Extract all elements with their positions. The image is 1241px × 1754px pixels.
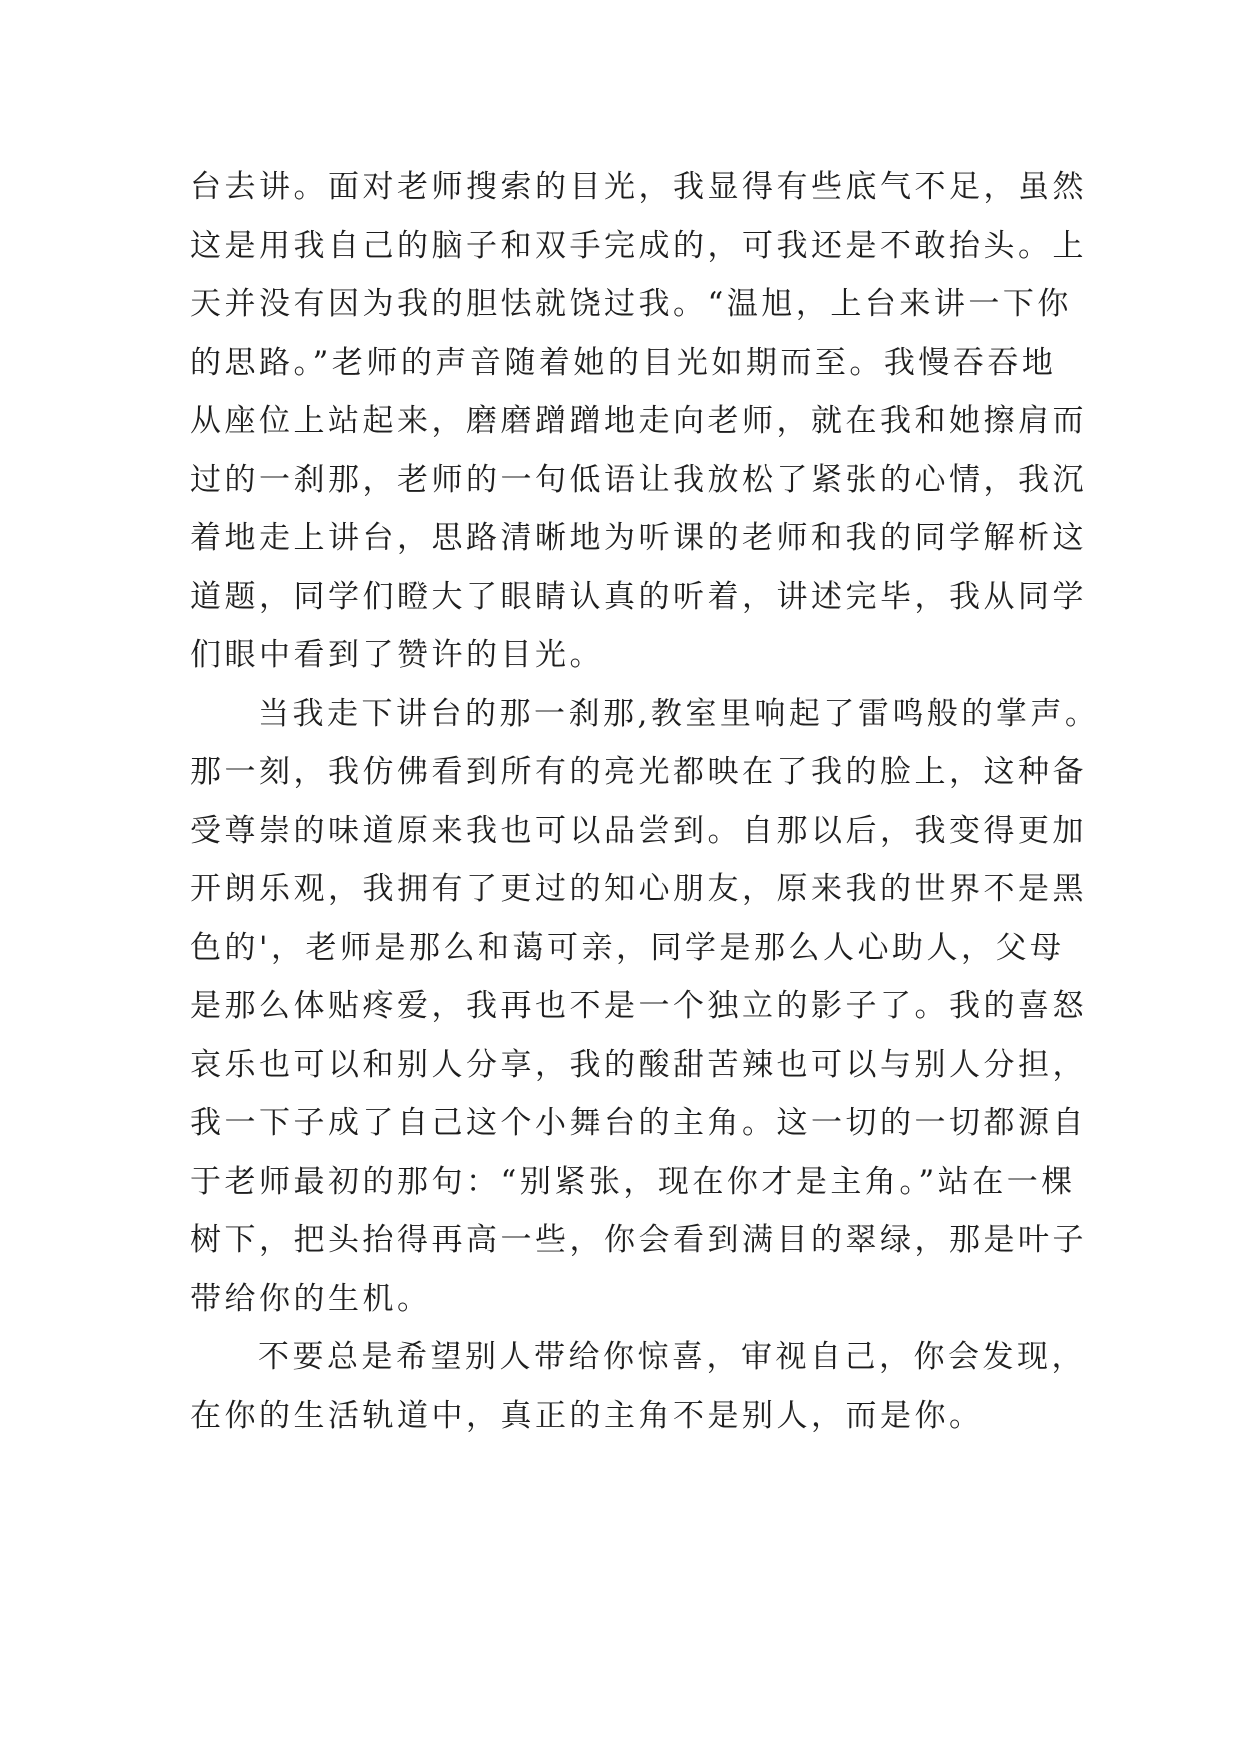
paragraph-1-line-1: 台去讲。面对老师搜索的目光，我显得有些底气不足，虽然 [190, 169, 1087, 205]
paragraph-2-line-11: 带给你的生机。 [190, 1280, 432, 1317]
paragraph-2-line-9: 于老师最初的那句：“别紧张，现在你才是主角。”站在一棵 [190, 1163, 1076, 1200]
paragraph-2-line-1: 当我走下讲台的那一刹那,教室里响起了雷鸣般的掌声。 [258, 695, 1100, 732]
paragraph-2-line-5: 色的'，老师是那么和蔼可亲，同学是那么人心助人，父母 [190, 929, 1065, 966]
paragraph-2-line-4: 开朗乐观，我拥有了更过的知心朋友，原来我的世界不是黑 [190, 871, 1087, 907]
paragraph-3-line-2: 在你的生活轨道中，真正的主角不是别人，而是你。 [190, 1397, 984, 1434]
paragraph-2-line-8: 我一下子成了自己这个小舞台的主角。这一切的一切都源自 [190, 1105, 1087, 1141]
paragraph-1-line-2: 这是用我自己的脑子和双手完成的，可我还是不敢抬头。上 [190, 227, 1087, 264]
paragraph-1-line-4: 的思路。”老师的声音随着她的目光如期而至。我慢吞吞地 [190, 344, 1057, 381]
document-body [190, 158, 1100, 1445]
paragraph-1-line-5: 从座位上站起来，磨磨蹭蹭地走向老师，就在我和她擦肩而 [190, 403, 1087, 439]
paragraph-1-line-8: 道题，同学们瞪大了眼睛认真的听着，讲述完毕，我从同学 [190, 578, 1087, 615]
paragraph-3-line-1: 不要总是希望别人带给你惊喜，审视自己，你会发现， [258, 1339, 1086, 1375]
paragraph-2-line-6: 是那么体贴疼爱，我再也不是一个独立的影子了。我的喜怒 [190, 988, 1087, 1024]
paragraph-1-line-9: 们眼中看到了赞许的目光。 [190, 637, 604, 673]
paragraph-1-line-6: 过的一刹那，老师的一句低语让我放松了紧张的心情，我沉 [190, 461, 1087, 498]
paragraph-2-line-3: 受尊崇的味道原来我也可以品尝到。自那以后，我变得更加 [190, 812, 1087, 849]
paragraph-1-line-3: 天并没有因为我的胆怯就饶过我。“温旭，上台来讲一下你 [190, 286, 1072, 322]
paragraph-2-line-2: 那一刻，我仿佛看到所有的亮光都映在了我的脸上，这种备 [190, 754, 1087, 790]
paragraph-1-line-7: 着地走上讲台，思路清晰地为听课的老师和我的同学解析这 [190, 520, 1087, 556]
paragraph-2-line-10: 树下，把头抬得再高一些，你会看到满目的翠绿，那是叶子 [190, 1222, 1087, 1258]
paragraph-2-line-7: 哀乐也可以和别人分享，我的酸甜苦辣也可以与别人分担， [190, 1046, 1087, 1083]
